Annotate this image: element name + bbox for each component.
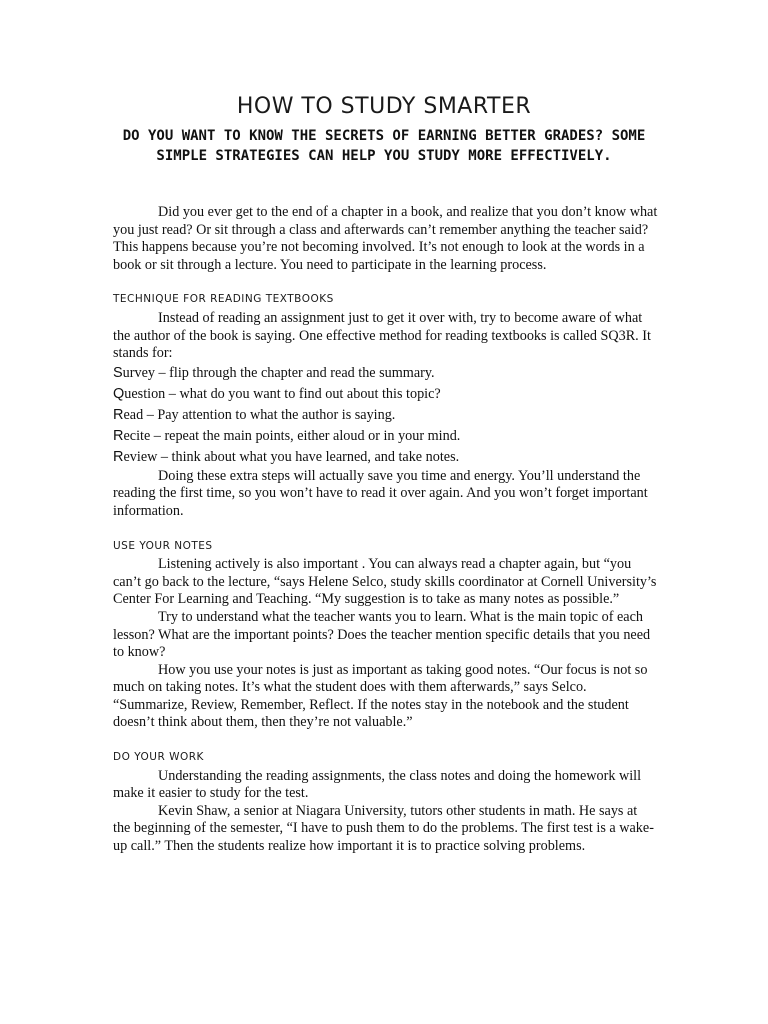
reading-paragraph-1: Instead of reading an assignment just to get it over with, try to become aware of what the author of the book is saying. One effective method for reading textbooks is called SQ3R. It stands for: [113, 309, 651, 362]
sq3r-text: urvey – flip through the chapter and read the summary. [122, 364, 435, 381]
work-paragraph-2: Kevin Shaw, a senior at Niagara University, tutors other students in math. He says at the beginning of the semester, “I have to push them to do the problems. The first test is a wake-up call.” Then the students realize how important it is to practice solving problems. [113, 802, 654, 855]
work-paragraph-1: Understanding the reading assignments, the class notes and doing the homework will make it easier to study for the test. [113, 767, 642, 802]
sq3r-item-read [113, 405, 658, 426]
sq3r-letter: S [113, 364, 123, 381]
sq3r-letter: R [113, 406, 124, 423]
notes-paragraph-3: How you use your notes is just as important as taking good notes. “Our focus is not so much on taking notes. It’s what the student does with them afterwards,” says Selco. “Summarize, Review, Remember, Reflect. If the notes stay in the notebook and the student doesn’t think about them, then they’re not valuable.” [113, 661, 648, 731]
sq3r-letter: R [113, 427, 124, 444]
sq3r-item-question [113, 384, 658, 405]
sq3r-text: eview – think about what you have learned, and take notes. [123, 448, 460, 465]
document-subtitle: DO YOU WANT TO KNOW THE SECRETS OF EARNING BETTER GRADES? SOME SIMPLE STRATEGIES CAN HELP YOU STUDY MORE EFFECTIVELY. [122, 128, 646, 164]
notes-paragraph-1: Listening actively is also important . You can always read a chapter again, but “you can’t go back to the lecture, “says Helene Selco, study skills coordinator at Cornell University’s Center For Learning and Teaching. “My suggestion is to take as many notes as possible.” [113, 556, 657, 608]
document-title: HOW TO STUDY SMARTER [236, 94, 532, 119]
notes-paragraph-2: Try to understand what the teacher wants you to learn. What is the main topic of each lesson? What are the important points? Does the teacher mention specific details that you need to know? [113, 608, 651, 661]
sq3r-item-recite [113, 426, 658, 447]
reading-paragraph-2: Doing these extra steps will actually save you time and energy. You’ll understand the reading the first time, so you won’t have to read it over again. And you won’t forget important information. [113, 467, 648, 519]
sq3r-list [113, 363, 658, 468]
sq3r-letter: Q [113, 385, 125, 402]
sq3r-text: ecite – repeat the main points, either aloud or in your mind. [123, 427, 461, 444]
intro-paragraph: Did you ever get to the end of a chapter in a book, and realize that you don’t know what you just read? Or sit through a class and afterwards can’t remember anything the teacher said? This happens because you’re not becoming involved. It’s not enough to look at the words in a book or sit through a lecture. You need to participate in the learning process. [113, 204, 658, 273]
sq3r-item-survey [113, 363, 658, 384]
sq3r-item-review [113, 447, 658, 468]
document-body [113, 204, 658, 856]
section-heading-work: DO YOUR WORK [113, 751, 204, 764]
sq3r-letter: R [113, 448, 124, 465]
sq3r-text: uestion – what do you want to find out about this topic? [124, 385, 441, 402]
section-heading-notes: USE YOUR NOTES [113, 539, 213, 552]
sq3r-text: ead – Pay attention to what the author is saying. [123, 406, 396, 423]
section-heading-reading: TECHNIQUE FOR READING TEXTBOOKS [113, 293, 334, 306]
